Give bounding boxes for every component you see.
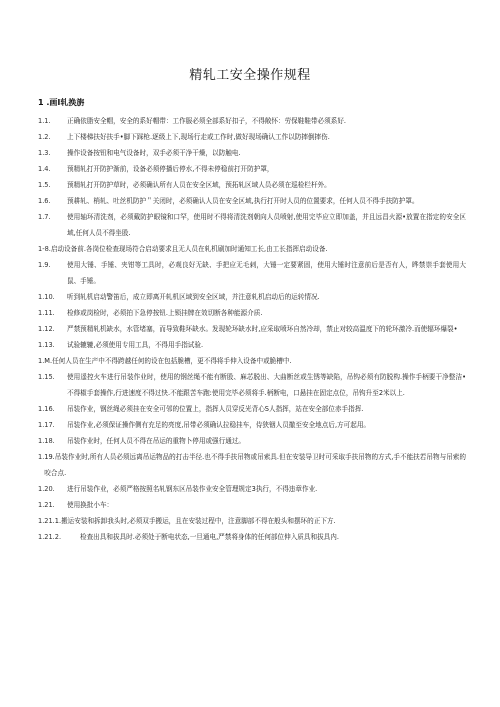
rule-item (38, 513, 466, 529)
rule-text: 预精轧打开防护渐前，设备必须停播后停水,不得未停稳前打开防护罩， (67, 165, 274, 173)
rule-text: 正确依脂安全帽，安全的系好帽带：工作服必须全部系好扣子，不得敞怀：劳保鞋鞋带必须系好. (67, 117, 347, 125)
rule-item (38, 161, 466, 177)
rule-number: 1.5. (38, 181, 51, 189)
rule-text: 试验辘辘,必须使用专用工具，不得用手指试验. (67, 341, 204, 349)
rule-number: 1. (38, 357, 45, 365)
rule-number: 1-8. (38, 245, 51, 253)
rule-text: 使用遥控火车进行吊装作业时，使用的钢丝绳不能有断股、麻芯脱出、大曲断丝或生锈等缺陷，吊钩必须有防脱构.操作手柄要干净整洁•不得椒手套操作,行进速度不得过快.不能跟苦车跑:使用完毕必须将手.柄断电，口悬挂在固定点位，吊钩升至2米以上. (67, 373, 466, 397)
rule-item (38, 193, 466, 209)
rule-text: 1.搬运安装和拆卸我头时,必须双手搬运，且在安装过程中，注意脚部不得在般头和摆环的正下方. (54, 517, 336, 525)
rule-item (38, 369, 466, 401)
rule-text: 使用换批小车： (67, 501, 114, 509)
rule-text: 检查出具和拔具时.必须处于断电状态,一旦通电,严禁将身体的任何部位伸入质具和拔具内. (80, 533, 339, 541)
rule-item (38, 177, 466, 193)
rule-item (38, 145, 466, 161)
rule-item (38, 449, 466, 481)
rule-number: 1.13. (38, 341, 55, 349)
rule-text: 预精轧打开防护草时，必须确认所有人员在安全区域，预拓轧区域人员必须在巡检栏杆外。 (67, 181, 331, 189)
rule-item (38, 337, 466, 353)
rule-number: 1.12. (38, 325, 55, 333)
rule-text: M.任何人员在生产中不得跨越任何的设在包括脆槽，更不得将手伸入设备中或脆槽中. (44, 357, 292, 365)
rule-item (38, 433, 466, 449)
rule-text: 吊装作业,必须保证操作侧有充足的亮度,吊带必须确认拉稳挂车，侍狭铟人员撤至安全地点后,方可起用。 (67, 421, 371, 429)
rule-item (38, 481, 466, 497)
rule-item (38, 321, 466, 337)
rule-number: 1.1. (38, 117, 51, 125)
section-heading: 1 .画I轧换旃 (38, 98, 85, 107)
rule-number: 1.9. (38, 261, 51, 269)
rule-item (38, 305, 466, 321)
rule-item (38, 113, 466, 129)
rule-item (38, 289, 466, 305)
rule-number: 1.16. (38, 405, 55, 413)
rule-number: 1.17. (38, 421, 55, 429)
rule-number: 1.7. (38, 213, 51, 221)
rule-text: 进行吊装作业，必须严格按照名轧钢东区吊装作业安全管理规定3执行，不得违章作业. (67, 485, 318, 493)
rule-item (38, 417, 466, 433)
rule-text: 使用大锤、手锤、夹钳等工具时，必观良好无缺、手把应无毛刺，大锤一定要紧固，使用大锤时注意前后是否有人，晔禁崇手套使用大鼠、手锤。 (67, 261, 466, 285)
rule-number: 1.18. (38, 437, 55, 445)
rule-number: 1.3. (38, 149, 51, 157)
rule-text: 上下楼梯扶好扶手•脚下踩枪.逐级上下,现场行走或工作时,做好现场确认工作以防摔倒摔伤. (67, 133, 330, 141)
rule-list (38, 113, 466, 545)
rule-item (38, 529, 466, 545)
rule-text: 操作设备按钮和电气设备时，双手必须干净干燥，以防触电. (67, 149, 241, 157)
rule-text: 使用轴环清洗剂，必须戴防护眼镜和口罕，使用时不得将清洗剂朝向人员喷射,使用完毕应立即加盖，并且远昌火源•放置在指定的安全区域,任何人员不得坐股. (67, 213, 466, 237)
rule-item (38, 257, 466, 289)
rule-number: 1.20. (38, 485, 55, 493)
rule-item (38, 497, 466, 513)
rule-text: 检修或岗检时，必须拍下急停按钮.上锁挂牌在效切断各种能源介质. (67, 309, 263, 317)
rule-number: 1.4. (38, 165, 51, 173)
rule-item (38, 353, 466, 369)
rule-text: 预耕轧、梢轧、吐丝机防护＂关闭时，必须确认人员在安全区域,执行打开时人员的位置要求，任何人员不得手扶防护罩。 (67, 197, 419, 205)
rule-text: 吊装作业时，任何人员不得在吊运的重物卜停用或强行通过。 (67, 437, 246, 445)
rule-number: 1.2. (38, 133, 51, 141)
rule-number: 1.10. (38, 293, 55, 301)
rule-number: 1.21. (38, 501, 55, 509)
rule-item (38, 129, 466, 145)
rule-text: 严禁预精轧机缺水，水管堵塞，而导致鞋环缺水。发现轮环缺水时,应采取喷环自然冷却，禁止对较高温度下的轮环激冷.而使辐环爆裂• (67, 325, 458, 333)
rule-number: 1.21.2. (38, 533, 62, 541)
rule-number: 1.6. (38, 197, 51, 205)
rule-text: 启动设备前.各岗位检查现场符合启动要求且无人员在轧机刷加时通知工长,由工长指挥启动设备. (50, 245, 328, 253)
rule-number: 1. (38, 453, 45, 461)
rule-number: 1.11. (38, 309, 55, 317)
rule-number: 1.21. (38, 517, 55, 525)
rule-number: 1.15. (38, 373, 55, 381)
rule-text: 听到轧机启动警笛后，成立即离开轧机区域到安全区域，并注意轧机启动后的运转情况. (67, 293, 320, 301)
document-title: 精轧工安全操作规程 (189, 68, 311, 83)
rule-item (38, 401, 466, 417)
rule-item (38, 241, 466, 257)
rule-text: 吊装作业，钢丝绳必须挂在安全可邻的位置上，指挥人员穿反光背心S人指挥，站在安全部位赤手指挥. (67, 405, 364, 413)
rule-text: 19.吊装作业时,所有人员必须远离吊运物品的打击半径.也不得手扶吊物或吊索具.但在安装导卫时可采取手扶吊物的方式,手不能扶若吊物与吊索的咬合点. (44, 453, 466, 477)
rule-item (38, 209, 466, 241)
